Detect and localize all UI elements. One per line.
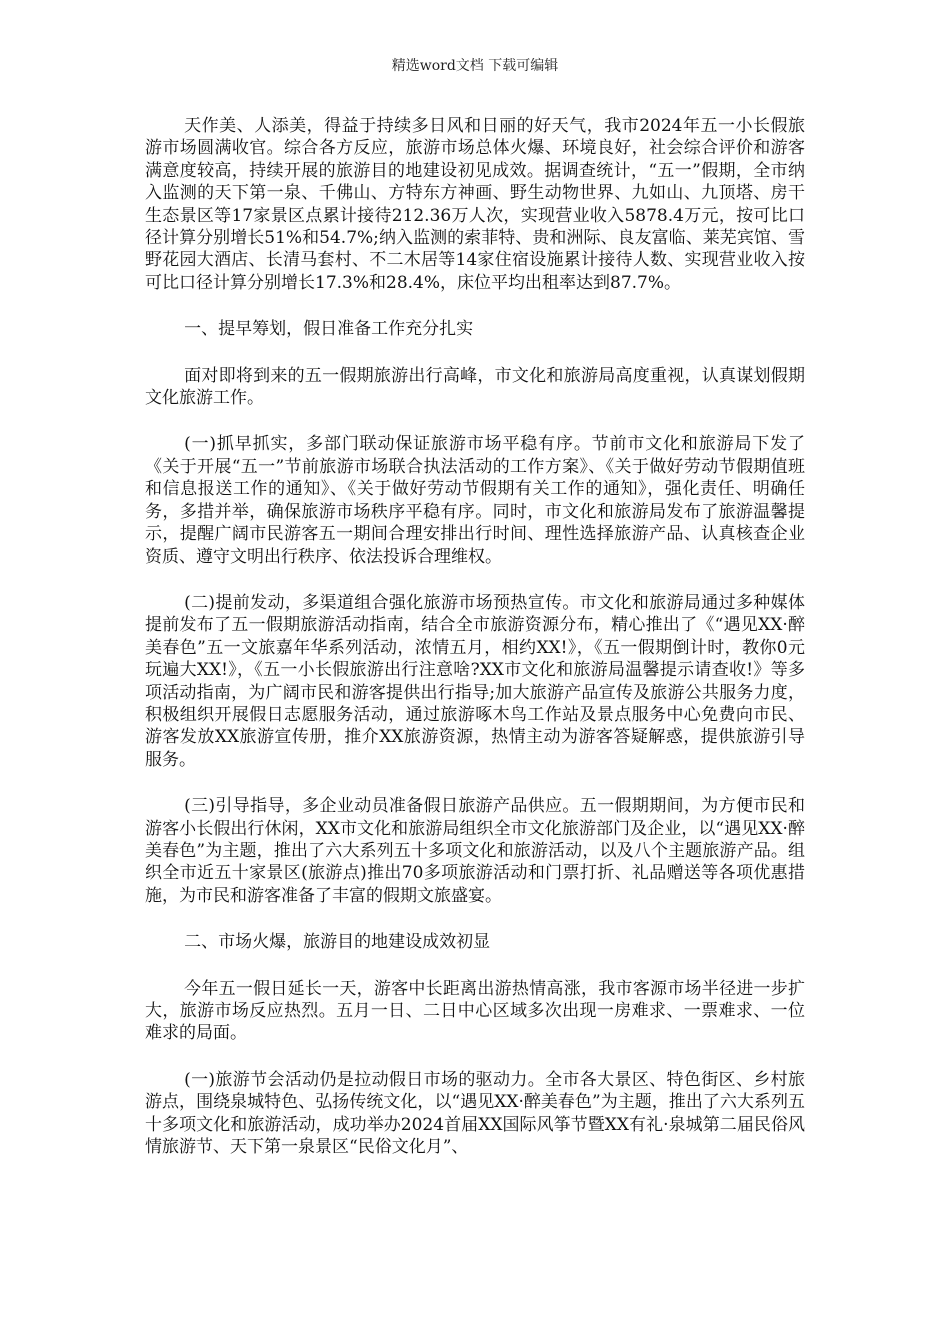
paragraph: (三)引导指导，多企业动员准备假日旅游产品供应。五一假期期间，为方便市民和游客小长假出行休闲，XX市文化和旅游局组织全市文化旅游部门及企业，以“遇见XX·醉美春色”为主题，推出了六大系列五十多项文化和旅游活动，以及八个主题旅游产品。组织全市近五十家景区(旅游点)推出70多项旅游活动和门票打折、礼品赠送等各项优惠措施，为市民和游客准备了丰富的假期文旅盛宴。 (145, 796, 805, 906)
paragraph: 今年五一假日延长一天，游客中长距离出游热情高涨，我市客源市场半径进一步扩大，旅游市场反应热烈。五月一日、二日中心区域多次出现一房难求、一票难求、一位难求的局面。 (145, 978, 805, 1044)
section-heading-1: 一、提早筹划，假日准备工作充分扎实 (184, 319, 474, 340)
paragraph: (一)抓早抓实，多部门联动保证旅游市场平稳有序。节前市文化和旅游局下发了《关于开展“五一”节前旅游市场联合执法活动的工作方案》、《关于做好劳动节假期值班和信息报送工作的通知》、《关于做好劳动节假期有关工作的通知》，强化责任、明确任务，多措并举，确保旅游市场秩序平稳有序。同时，市文化和旅游局发布了旅游温馨提示，提醒广阔市民游客五一期间合理安排出行时间、理性选择旅游产品、认真核查企业资质、遵守文明出行秩序、依法投诉合理维权。 (145, 434, 805, 567)
section-heading-2: 二、市场火爆，旅游目的地建设成效初显 (184, 932, 491, 953)
paragraph: (二)提前发动，多渠道组合强化旅游市场预热宣传。市文化和旅游局通过多种媒体提前发布了五一假期旅游活动指南，结合全市旅游资源分布，精心推出了《“遇见XX·醉美春色”五一文旅嘉年华系列活动，浓情五月，相约XX!》，《五一假期倒计时，教你0元玩遍大XX!》，《五一小长假旅游出行注意啥?XX市文化和旅游局温馨提示请查收!》等多项活动指南，为广阔市民和游客提供出行指导;加大旅游产品宣传及旅游公共服务力度，积极组织开展假日志愿服务活动，通过旅游啄木鸟工作站及景点服务中心免费向市民、游客发放XX旅游宣传册，推介XX旅游资源，热情主动为游客答疑解惑，提供旅游引导服务。 (145, 592, 805, 770)
paragraph: 面对即将到来的五一假期旅游出行高峰，市文化和旅游局高度重视，认真谋划假期文化旅游工作。 (145, 365, 805, 409)
page-header: 精选word文档 下载可编辑 (391, 58, 559, 74)
paragraph: (一)旅游节会活动仍是拉动假日市场的驱动力。全市各大景区、特色街区、乡村旅游点，围绕泉城特色、弘扬传统文化，以“遇见XX·醉美春色”为主题，推出了六大系列五十多项文化和旅游活动，成功举办2024首届XX国际风筝节暨XX有礼·泉城第二届民俗风情旅游节、天下第一泉景区“民俗文化月”、 (145, 1069, 805, 1158)
paragraph-intro: 天作美、人添美，得益于持续多日风和日丽的好天气，我市2024年五一小长假旅游市场圆满收官。综合各方反应，旅游市场总体火爆、环境良好，社会综合评价和游客满意度较高，持续开展的旅游目的地建设初见成效。据调查统计，“五一”假期，全市纳入监测的天下第一泉、千佛山、方特东方神画、野生动物世界、九如山、九顶塔、房干生态景区等17家景区点累计接待212.36万人次，实现营业收入5878.4万元，按可比口径计算分别增长51%和54.7%;纳入监测的索菲特、贵和洲际、良友富临、莱芜宾馆、雪野花园大酒店、长清马套村、不二木居等14家住宿设施累计接待人数、实现营业收入按可比口径计算分别增长17.3%和28.4%，床位平均出租率达到87.7%。 (145, 116, 805, 293)
document-body (145, 115, 805, 1182)
